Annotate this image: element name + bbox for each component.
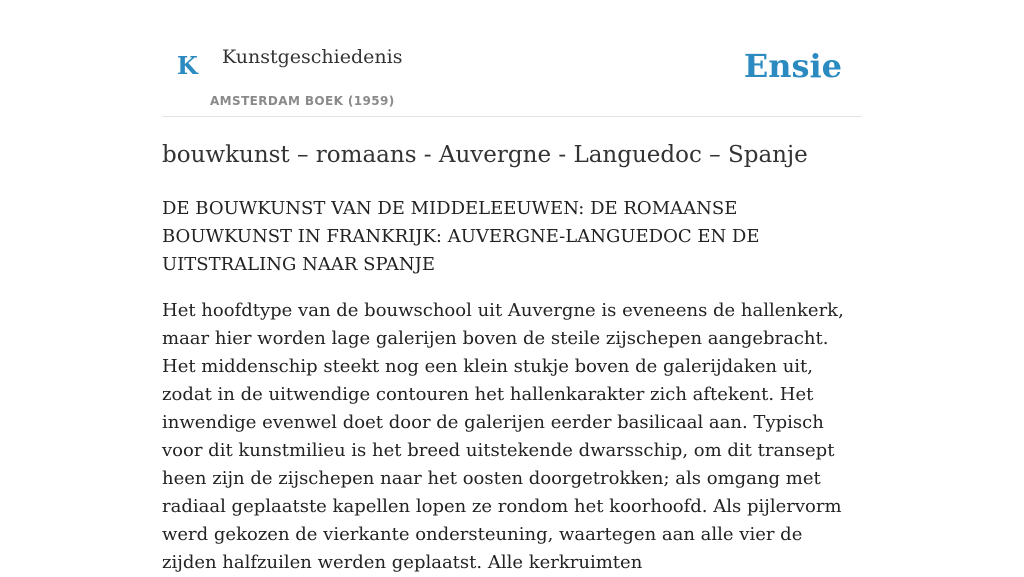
article-title: bouwkunst – romaans - Auvergne - Languedoc – Spanje xyxy=(162,142,808,168)
source-title[interactable]: Kunstgeschiedenis xyxy=(222,46,403,68)
ensie-logo[interactable]: Ensie xyxy=(743,47,842,85)
article-body: Het hoofdtype van de bouwschool uit Auvergne is eveneens de hallenkerk, maar hier worden lage galerijen boven de steile zijschepen aangebracht. Het middenschip steekt nog een klein stukje boven de galerijdaken uit, zodat in de uitwendige contouren het hallenkarakter zich aftekent. Het inwendige evenwel doet door de galerijen eerder basilicaal aan. Typisch voor dit kunstmilieu is het breed uitstekende dwarsschip, om dit transept heen zijn de zijschepen naar het oosten doorgetrokken; als omgang met radiaal geplaatste kapellen lopen ze rondom het koorhoofd. Als pijlervorm werd gekozen de vierkante ondersteuning, waartegen aan alle vier de zijden halfzuilen werden geplaatst. Alle kerkruimten xyxy=(162,299,844,573)
article-container xyxy=(162,0,862,577)
article-subheading: DE BOUWKUNST VAN DE MIDDELEEUWEN: DE ROMAANSE BOUWKUNST IN FRANKRIJK: AUVERGNE-LANGUEDOC EN DE UITSTRALING NAAR SPANJE xyxy=(162,197,760,275)
source-header xyxy=(162,0,862,117)
source-logo[interactable]: K xyxy=(177,51,198,80)
source-subtitle: AMSTERDAM BOEK (1959) xyxy=(210,94,395,108)
